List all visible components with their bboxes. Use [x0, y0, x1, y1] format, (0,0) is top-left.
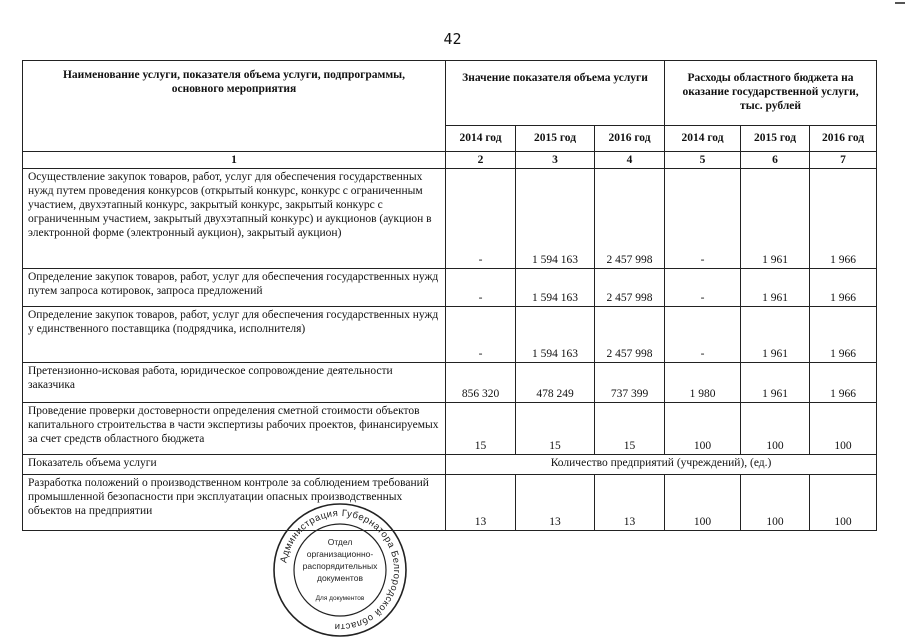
- row-value: -: [665, 269, 741, 307]
- row-value: 478 249: [516, 363, 595, 403]
- row-value: 1 594 163: [516, 307, 595, 363]
- row-value: 13: [516, 475, 595, 531]
- stamp-center-line: распорядительных: [302, 561, 378, 571]
- stamp-ring-text: Администрация Губернатора Белгородской области: [278, 507, 403, 633]
- table-row: [23, 307, 877, 363]
- header-expense: Расходы областного бюджета на оказание государственной услуги, тыс. рублей: [665, 61, 877, 126]
- row-value: 737 399: [595, 363, 665, 403]
- header-value: Значение показателя объема услуги: [446, 61, 665, 126]
- stamp-center-line: организационно-: [306, 549, 374, 559]
- row-value: 15: [446, 403, 516, 455]
- row-value: 2 457 998: [595, 307, 665, 363]
- year-header: 2016 год: [810, 126, 877, 152]
- row-value: 1 966: [810, 363, 877, 403]
- row-value: 100: [665, 475, 741, 531]
- table-row: [23, 269, 877, 307]
- row-value: 100: [741, 403, 810, 455]
- row-value: -: [446, 269, 516, 307]
- table-row: [23, 169, 877, 269]
- row-name: Определение закупок товаров, работ, услуг для обеспечения государственных нужд у единственного поставщика (подрядчика, исполнителя): [23, 307, 446, 363]
- row-value: 100: [665, 403, 741, 455]
- row-value: 2 457 998: [595, 169, 665, 269]
- column-index: 2: [446, 152, 516, 169]
- row-value: 856 320: [446, 363, 516, 403]
- indicator-value: Количество предприятий (учреждений), (ед.): [446, 455, 877, 475]
- table-row: [23, 403, 877, 455]
- row-value: 1 966: [810, 169, 877, 269]
- row-name: Проведение проверки достоверности определения сметной стоимости объектов капитального строительства в части экспертизы рабочих проектов, финансируемых за счет средств областного бюджета: [23, 403, 446, 455]
- row-value: 1 980: [665, 363, 741, 403]
- row-value: -: [665, 307, 741, 363]
- row-name: Определение закупок товаров, работ, услуг для обеспечения государственных нужд путем запроса котировок, запроса предложений: [23, 269, 446, 307]
- table-row: [23, 363, 877, 403]
- stamp-center-line: Отдел: [327, 537, 353, 547]
- year-header: 2015 год: [741, 126, 810, 152]
- header-name: Наименование услуги, показателя объема услуги, подпрограммы, основного мероприятия: [23, 61, 446, 152]
- row-value: -: [446, 307, 516, 363]
- corner-mark: [895, 2, 905, 4]
- row-value: 1 966: [810, 307, 877, 363]
- column-index: 1: [23, 152, 446, 169]
- column-index: 4: [595, 152, 665, 169]
- row-value: -: [446, 169, 516, 269]
- row-value: 15: [595, 403, 665, 455]
- page-number: 42: [443, 30, 462, 48]
- row-value: 100: [810, 475, 877, 531]
- column-index: 7: [810, 152, 877, 169]
- stamp-bottom-text: Для документов: [315, 595, 365, 602]
- row-name: Осуществление закупок товаров, работ, услуг для обеспечения государственных нужд путем проведения конкурсов (открытый конкурс, конкурс с ограниченным участием, двухэтапный конкурс, закрытый конкурс, закрытый конкурс с ограниченным участием, закрытый двухэтапный конкурс) и аукционов (аукцион в электронной форме (электронный аукцион), закрытый аукцион): [23, 169, 446, 269]
- row-value: 1 966: [810, 269, 877, 307]
- year-header: 2014 год: [665, 126, 741, 152]
- year-header: 2016 год: [595, 126, 665, 152]
- row-name: Претензионно-исковая работа, юридическое сопровождение деятельности заказчика: [23, 363, 446, 403]
- row-value: 100: [741, 475, 810, 531]
- official-stamp: [270, 500, 410, 640]
- column-index: 6: [741, 152, 810, 169]
- row-value: 1 594 163: [516, 269, 595, 307]
- table-row: [23, 475, 877, 531]
- row-value: 13: [446, 475, 516, 531]
- year-header: 2014 год: [446, 126, 516, 152]
- services-table: [22, 60, 877, 531]
- stamp-center-line: документов: [317, 573, 363, 583]
- row-value: 1 961: [741, 269, 810, 307]
- indicator-row: [23, 455, 877, 475]
- row-value: 1 961: [741, 307, 810, 363]
- column-index: 5: [665, 152, 741, 169]
- row-value: -: [665, 169, 741, 269]
- indicator-label: Показатель объема услуги: [23, 455, 446, 475]
- column-index: 3: [516, 152, 595, 169]
- row-value: 100: [810, 403, 877, 455]
- row-value: 2 457 998: [595, 269, 665, 307]
- row-value: 15: [516, 403, 595, 455]
- row-value: 1 961: [741, 169, 810, 269]
- row-name: Разработка положений о производственном контроле за соблюдением требований промышленной безопасности при эксплуатации опасных производственных объектов на предприятии: [23, 475, 446, 531]
- row-value: 1 594 163: [516, 169, 595, 269]
- row-value: 1 961: [741, 363, 810, 403]
- row-value: 13: [595, 475, 665, 531]
- year-header: 2015 год: [516, 126, 595, 152]
